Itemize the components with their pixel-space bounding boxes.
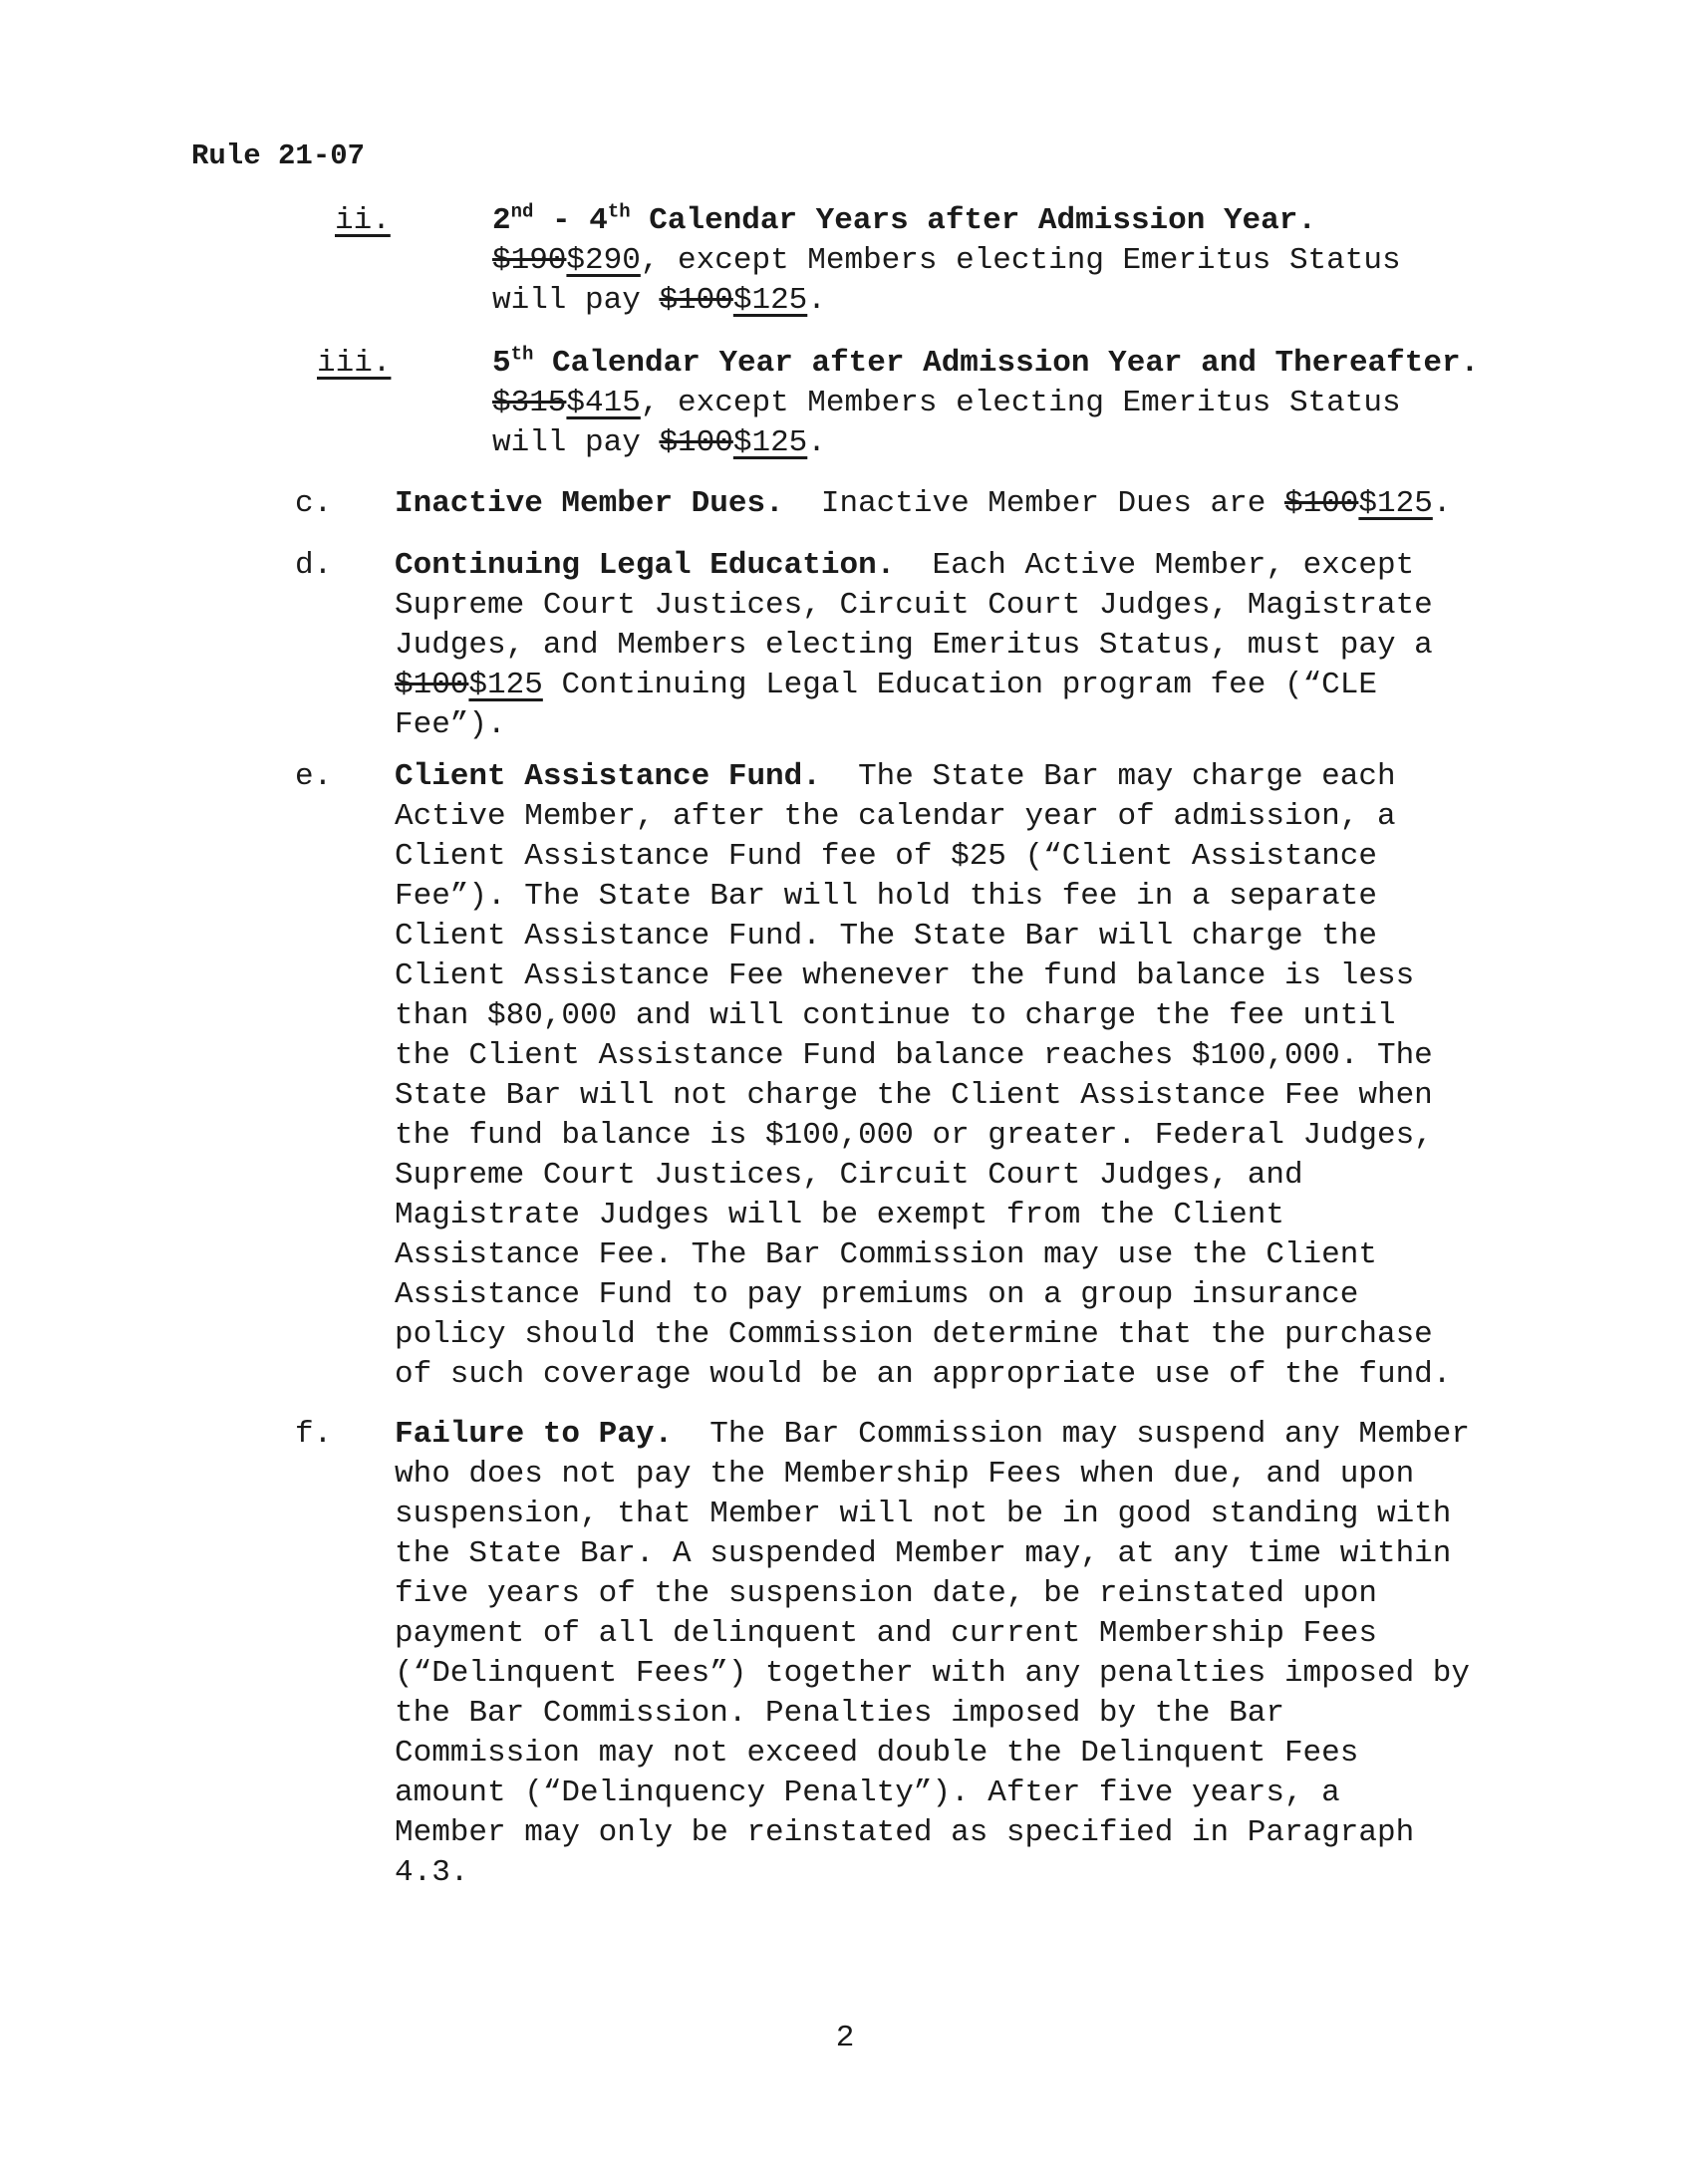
item-c-paragraph: Inactive Member Dues. Inactive Member Dues are $100$125. (395, 486, 1452, 521)
struck-fee: $190 (492, 243, 567, 278)
item-ii-paragraph (492, 201, 1401, 321)
struck-fee: $315 (492, 386, 567, 420)
item-d-paragraph: Continuing Legal Education. Each Active Member, except Supreme Court Justices, Circuit Court Judges, Magistrate Judges, and Members electing Emeritus Status, must pay a $100$125 Continuing Legal Education program fee (“CLE Fee”). (395, 548, 1433, 742)
struck-fee: $100 (395, 668, 469, 702)
new-fee: $415 (566, 386, 641, 420)
item-iii-paragraph (492, 344, 1479, 463)
item-marker-f: f. (295, 1417, 333, 1452)
page-number: 2 (835, 2021, 855, 2055)
item-iii-title: 5th Calendar Year after Admission Year and Thereafter. (492, 343, 1480, 381)
item-ii-emeritus-line: will pay $100$125. (492, 283, 826, 318)
item-f-paragraph: Failure to Pay. The Bar Commission may suspend any Member who does not pay the Membership Fees when due, and upon suspension, that Member will not be in good standing with the State Bar. A suspended Member may, at any time within five years of the suspension date, be reinstated upon payment of all delinquent and current Membership Fees (“Delinquent Fees”) together with any penalties imposed by the Bar Commission. Penalties imposed by the Bar Commission may not exceed double the Delinquent Fees amount (“Delinquency Penalty”). After five years, a Member may only be reinstated as specified in Paragraph 4.3. (395, 1417, 1470, 1890)
new-fee: $125 (1358, 486, 1433, 521)
item-e-title: Client Assistance Fund. (395, 759, 821, 794)
item-marker-e: e. (295, 759, 333, 794)
rule-header: Rule 21-07 (191, 139, 366, 172)
struck-fee: $100 (1283, 486, 1359, 521)
item-f-title: Failure to Pay. (395, 1417, 674, 1452)
struck-fee: $100 (659, 425, 733, 460)
item-marker-ii: ii. (335, 203, 391, 238)
item-marker-c: c. (295, 486, 333, 521)
item-iii-fee-line: $315$415, except Members electing Emeritus Status (492, 386, 1401, 420)
new-fee: $290 (566, 243, 641, 278)
item-marker-d: d. (295, 548, 333, 583)
item-ii-fee-line: $190$290, except Members electing Emeritus Status (492, 243, 1401, 278)
new-fee: $125 (468, 668, 543, 702)
item-marker-iii: iii. (317, 346, 392, 381)
item-e-paragraph: Client Assistance Fund. The State Bar may charge each Active Member, after the calendar year of admission, a Client Assistance Fund fee of $25 (“Client Assistance Fee”). The State Bar will hold this fee in a separate Client Assistance Fund. The State Bar will charge the Client Assistance Fee whenever the fund balance is less than $80,000 and will continue to charge the fee until the Client Assistance Fund balance reaches $100,000. The State Bar will not charge the Client Assistance Fee when the fund balance is $100,000 or greater. Federal Judges, Supreme Court Justices, Circuit Court Judges, and Magistrate Judges will be exempt from the Client Assistance Fee. The Bar Commission may use the Client Assistance Fund to pay premiums on a group insurance policy should the Commission determine that the purchase of such coverage would be an appropriate use of the fund. (395, 759, 1452, 1392)
item-d-title: Continuing Legal Education. (395, 548, 896, 583)
new-fee: $125 (732, 425, 808, 460)
item-c-title: Inactive Member Dues. (395, 486, 784, 521)
new-fee: $125 (732, 283, 808, 318)
struck-fee: $100 (659, 283, 733, 318)
item-ii-title: 2nd - 4th Calendar Years after Admission Year. (492, 200, 1316, 238)
item-iii-emeritus-line: will pay $100$125. (492, 425, 826, 460)
